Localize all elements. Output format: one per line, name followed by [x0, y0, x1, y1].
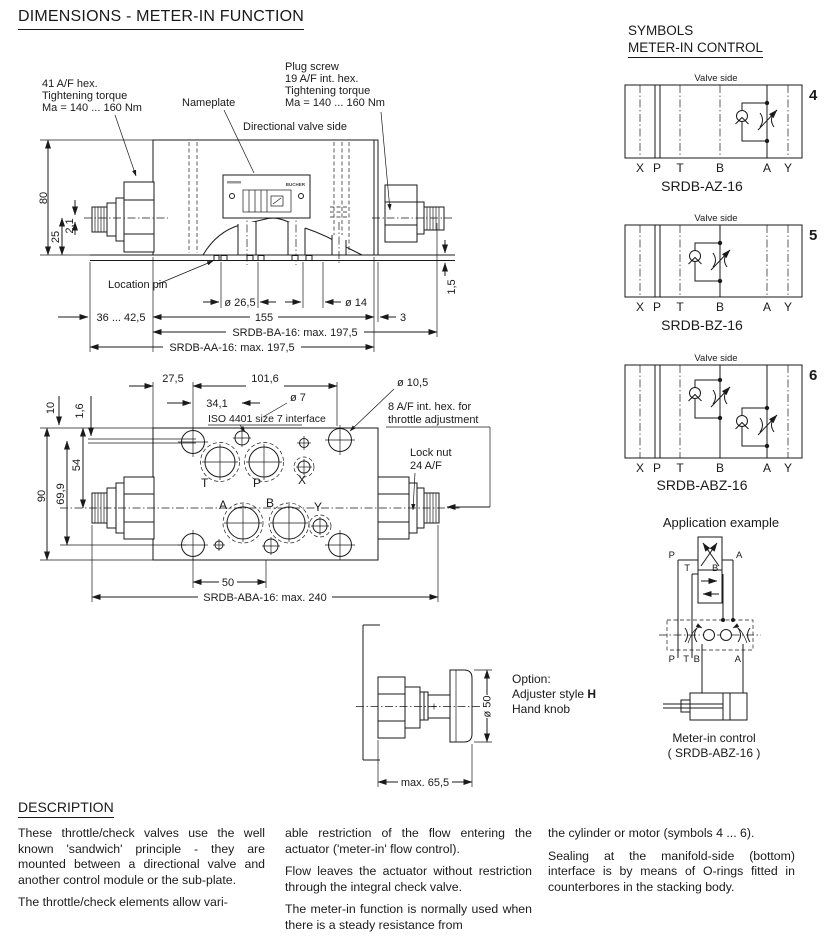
option-line2: Hand knob [512, 702, 571, 716]
svg-text:A: A [762, 300, 772, 314]
description-columns [18, 826, 798, 937]
svg-text:Tightening torque: Tightening torque [285, 85, 371, 97]
right-plug [372, 185, 452, 242]
symbol-srdb-abz-16 [625, 353, 817, 493]
hex-note: 41 A/F hex. [42, 78, 98, 90]
page-title: DIMENSIONS - METER-IN FUNCTION [18, 8, 304, 30]
description-col2: able restriction of the flow entering the actuator ('meter-in' flow control). Flow leaves the actuator without restriction through the integral check valve. The meter-in function is normally used when there is a steady resistance from [285, 826, 532, 932]
svg-text:P: P [652, 300, 662, 314]
dim-d50: ø 50 [481, 695, 494, 718]
svg-text:Y: Y [783, 300, 793, 314]
symbol-srdb-az-16 [625, 73, 818, 194]
dim-155: 155 [254, 312, 274, 324]
dim-aba: SRDB-ABA-16: max. 240 [203, 592, 327, 604]
port-t-label: T [201, 476, 209, 490]
hand-knob-drawing [330, 615, 630, 800]
symbols-heading-line2: METER-IN CONTROL [628, 39, 763, 58]
application-example [605, 510, 831, 780]
hex8-note: 8 A/F int. hex. for [388, 401, 472, 413]
dim-10: 10 [45, 401, 57, 415]
svg-text:19 A/F int. hex.: 19 A/F int. hex. [285, 73, 359, 85]
description-col3: the cylinder or motor (symbols 4 ... 6). Sealing at the manifold-side (bottom) interface is by means of O-rings fitted in counterbores in the stacking body. [548, 826, 795, 894]
dim-7: ø 7 [290, 392, 306, 404]
svg-text:A: A [762, 461, 772, 475]
svg-text:X: X [635, 300, 645, 314]
dim-275: 27,5 [162, 373, 184, 385]
svg-text:T: T [684, 563, 690, 574]
application-caption: Meter-in control [672, 731, 756, 745]
hydraulic-symbols [605, 60, 831, 510]
port-y-label: Y [314, 500, 323, 514]
side-view-drawing [0, 60, 520, 370]
top-view-drawing [0, 370, 520, 620]
location-pin-label: Location pin [108, 279, 168, 291]
svg-text:B: B [693, 654, 700, 665]
cylinder-symbol [663, 693, 747, 720]
svg-text:P: P [652, 161, 662, 175]
port-p-label: P [253, 476, 262, 490]
dim-25: 25 [50, 230, 62, 244]
directional-valve-side-label: Directional valve side [243, 121, 347, 133]
symbol-name: SRDB-BZ-16 [661, 317, 743, 333]
svg-text:Tightening torque: Tightening torque [42, 90, 128, 102]
svg-text:Valve side: Valve side [694, 353, 738, 364]
svg-text:Y: Y [783, 161, 793, 175]
plug-screw-note: Plug screw [285, 61, 339, 73]
description-heading: DESCRIPTION [18, 799, 114, 818]
symbols-heading [628, 22, 763, 58]
svg-text:B: B [715, 300, 725, 314]
locknut-note: Lock nut [410, 447, 452, 459]
svg-text:T: T [676, 300, 684, 314]
svg-text:24 A/F: 24 A/F [410, 460, 442, 472]
description-col1: These throttle/check valves use the well known 'sandwich' principle - they are mounted between a directional valve and another control module or the sub-plate. The throttle/check elements allow vari- [18, 826, 265, 910]
symbol-name: SRDB-ABZ-16 [656, 477, 748, 493]
svg-text:throttle adjustment: throttle adjustment [388, 414, 479, 426]
svg-text:T: T [676, 461, 684, 475]
symbols-heading-line1: SYMBOLS [628, 23, 694, 38]
svg-text:B: B [712, 563, 719, 574]
svg-text:A: A [736, 550, 743, 561]
dim-341: 34,1 [206, 398, 228, 410]
dim-36-425: 36 ... 42,5 [96, 312, 146, 324]
svg-text:P: P [668, 654, 675, 665]
valve-side-label: Valve side [694, 73, 738, 84]
svg-text:T: T [683, 654, 689, 665]
directional-valve-symbol [698, 537, 722, 603]
option-line: Adjuster style H [512, 687, 597, 701]
dim-15: 1,5 [446, 279, 458, 295]
application-heading: Application example [662, 515, 780, 530]
svg-text:T: T [676, 161, 684, 175]
dim-265: ø 26,5 [224, 297, 256, 309]
option-title: Option: [512, 672, 551, 686]
dim-80: 80 [38, 191, 50, 205]
svg-text:Y: Y [783, 461, 793, 475]
port-tabs [214, 256, 312, 261]
dim-21: 2,1 [64, 218, 76, 234]
svg-text:A: A [734, 654, 741, 665]
dim-14: ø 14 [345, 297, 368, 309]
dim-3: 3 [400, 312, 407, 324]
dim-aa: SRDB-AA-16: max. 197,5 [169, 342, 295, 354]
port-x-label: X [298, 473, 307, 487]
symbol-number: 6 [809, 367, 818, 384]
svg-text:B: B [715, 461, 725, 475]
dim-699: 69,9 [55, 483, 67, 505]
port-b-label: B [266, 496, 275, 510]
svg-text:X: X [635, 461, 645, 475]
iso-label: ISO 4401 size 7 interface [208, 413, 326, 425]
dim-ba: SRDB-BA-16: max. 197,5 [232, 327, 358, 339]
dim-1016: 101,6 [251, 373, 279, 385]
symbol-name: SRDB-AZ-16 [661, 178, 743, 194]
dim-105: ø 10,5 [397, 377, 429, 389]
symbol-srdb-bz-16 [625, 213, 817, 333]
svg-text:( SRDB-ABZ-16 ): ( SRDB-ABZ-16 ) [667, 746, 761, 760]
port-a-label: A [219, 498, 228, 512]
dim-16: 1,6 [74, 403, 86, 419]
dim-54: 54 [71, 458, 83, 472]
svg-text:Valve side: Valve side [694, 213, 738, 224]
svg-text:Ma = 140 ... 160 Nm: Ma = 140 ... 160 Nm [285, 97, 385, 109]
nameplate [223, 175, 310, 218]
dim-50: 50 [221, 577, 235, 589]
symbol-number: 4 [809, 87, 818, 104]
brand-logo: BUCHER [285, 182, 305, 187]
svg-text:Ma = 140 ... 160 Nm: Ma = 140 ... 160 Nm [42, 102, 142, 114]
nameplate-label: Nameplate [182, 97, 236, 109]
svg-text:X: X [635, 161, 645, 175]
svg-text:B: B [715, 161, 725, 175]
svg-text:A: A [762, 161, 772, 175]
dim-90: 90 [36, 489, 48, 503]
svg-text:P: P [652, 461, 662, 475]
svg-text:P: P [668, 550, 675, 561]
dim-655: max. 65,5 [400, 777, 450, 789]
symbol-number: 5 [809, 227, 818, 244]
sandwich-module-symbol [659, 618, 761, 650]
